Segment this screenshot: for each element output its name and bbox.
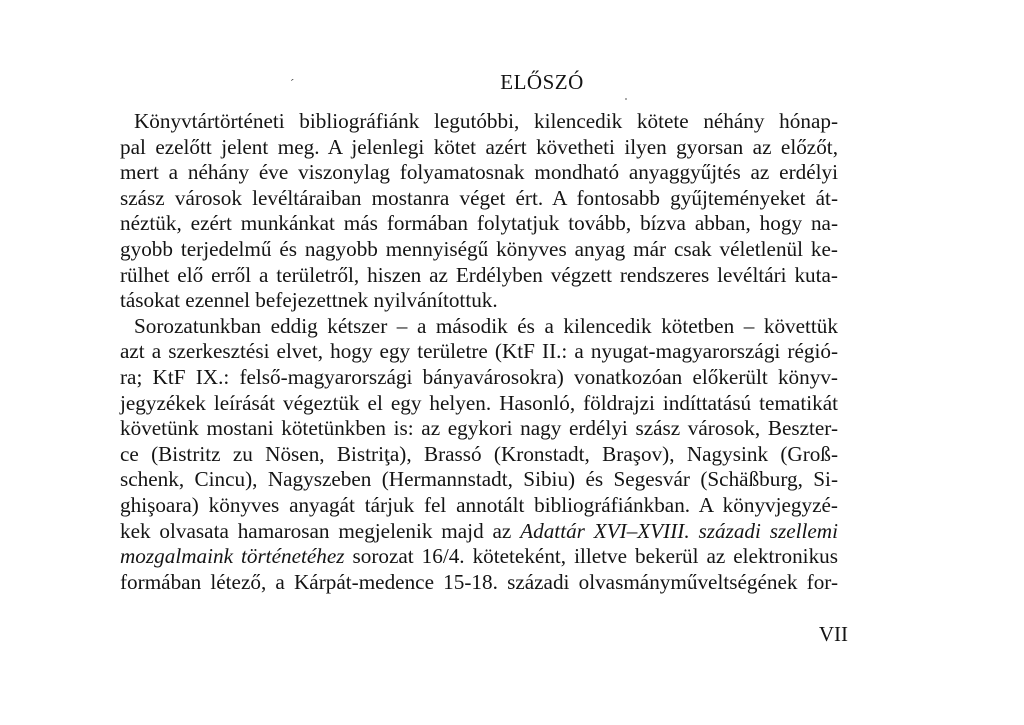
text-line: szász városok levéltáraiban mostanra véget ért. A fontosabb gyűjteményeket át- bbox=[120, 185, 838, 210]
text-line: gyobb terjedelmű és nagyobb mennyiségű könyves anyag már csak véletlenül ke- bbox=[120, 236, 838, 261]
text-segment: kek olvasata hamarosan megjelenik majd az bbox=[120, 518, 521, 543]
text-line: formában létező, a Kárpát-medence 15-18. századi olvasmányműveltségének for- bbox=[120, 569, 838, 594]
text-line: mert a néhány éve viszonylag folyamatosnak mondható anyaggyűjtés az erdélyi bbox=[120, 160, 838, 185]
text-line: ra; KtF IX.: felső-magyarországi bányavárosokra) vonatkozóan előkerült könyv- bbox=[120, 364, 838, 389]
text-line: schenk, Cincu), Nagyszeben (Hermannstadt, Sibiu) és Segesvár (Schäßburg, Si- bbox=[120, 467, 838, 492]
text-line: ghişoara) könyves anyagát tárjuk fel annotált bibliográfiánkban. A könyvjegyzé- bbox=[120, 492, 838, 517]
text-line: rülhet elő erről a területről, hiszen az Erdélyben végzett rendszeres levéltári kuta- bbox=[120, 262, 838, 287]
italic-title: Adattár XVI–XVIII. századi szellemi bbox=[520, 518, 838, 543]
print-speck: ´ bbox=[290, 76, 295, 91]
text-line: ce (Bistritz zu Nösen, Bistriţa), Brassó (Kronstadt, Braşov), Nagysink (Groß- bbox=[120, 441, 838, 466]
text-line bbox=[120, 544, 838, 570]
text-segment: sorozat 16/4. köteteként, illetve bekerül az elektronikus bbox=[344, 544, 838, 569]
text-line: pal ezelőtt jelent meg. A jelenlegi kötet azért követheti ilyen gyorsan az előzőt, bbox=[120, 134, 838, 159]
body-text bbox=[120, 109, 838, 595]
page-number: VII bbox=[818, 622, 848, 646]
italic-title: mozgalmaink történetéhez bbox=[120, 544, 345, 569]
text-line: azt a szerkesztési elvet, hogy egy területre (KtF II.: a nyugat-magyarországi régió- bbox=[120, 339, 838, 364]
page-title: ELŐSZÓ bbox=[500, 70, 584, 94]
text-line: tásokat ezennel befejezettnek nyilvánítottuk. bbox=[120, 288, 498, 313]
text-line: jegyzékek leírását végeztük el egy helyen. Hasonló, földrajzi indíttatású tematikát bbox=[120, 390, 838, 415]
text-line: Könyvtártörténeti bibliográfiánk legutóbbi, kilencedik kötete néhány hónap- bbox=[134, 109, 838, 133]
print-dot bbox=[625, 98, 627, 100]
text-line: néztük, ezért munkánkat más formában folytatjuk tovább, bízva abban, hogy na- bbox=[120, 211, 838, 236]
text-line: Sorozatunkban eddig kétszer – a második és a kilencedik kötetben – követtük bbox=[134, 313, 838, 338]
text-line bbox=[120, 519, 838, 545]
text-line: követünk mostani kötetünkben is: az egykori nagy erdélyi szász városok, Beszter- bbox=[120, 416, 838, 441]
